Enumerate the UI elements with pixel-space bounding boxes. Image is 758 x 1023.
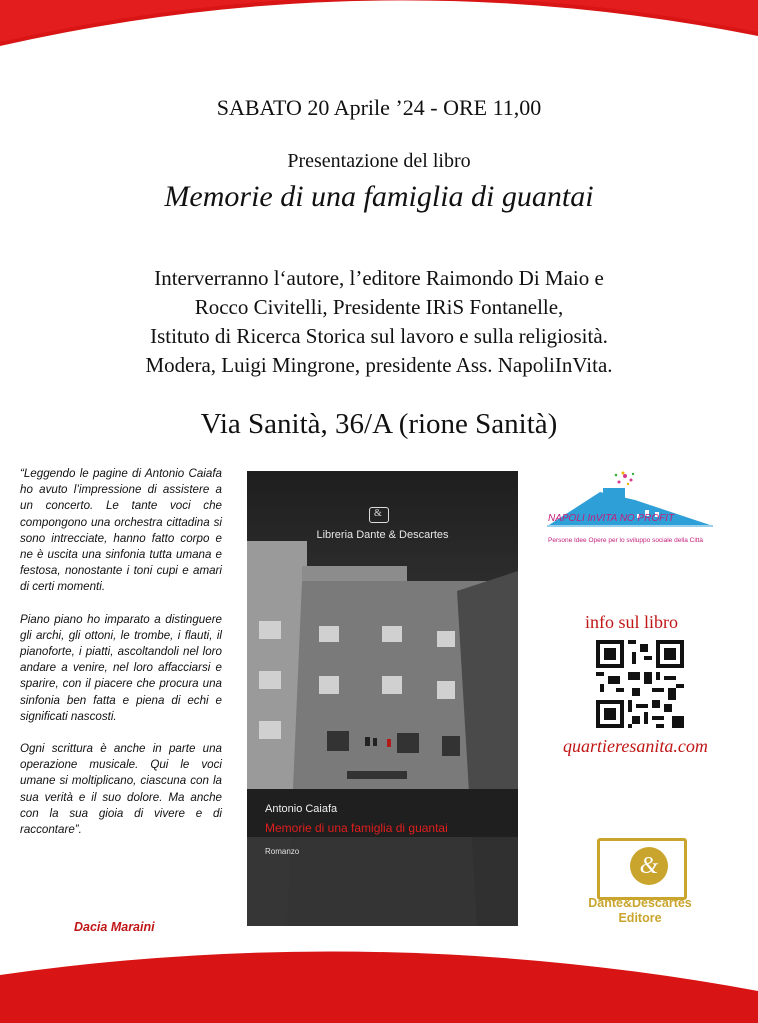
quote-paragraph: “Leggendo le pagine di Antonio Caiafa ho avuto l’impressione di assistere a un concerto. Le tante voci che compongono una orchestra cittadina si sono intrecciate, hanno fatto corpo e ne è uscita una sinfonia tutta umana e festosa, nonostante i toni cupi e amari di certi momenti. [20,467,222,594]
top-red-arc [0,0,758,75]
info-label: info sul libro [585,612,678,632]
quote-paragraph: Piano piano ho imparato a distinguere gli archi, gli ottoni, le trombe, i flauti, il pianoforte, i piatti, ascoltandoli nel loro andare a venire, nel loro affacciarsi e sparire, con il piacere che procura una sinfonia ben fatta e piena di echi e significati nascosti. [20,612,222,723]
event-date-time: SABATO 20 Aprile ’24 - ORE 11,00 [216,95,542,120]
book-cover-genre: Romanzo [265,847,300,856]
book-cover-image [247,471,518,926]
publisher-line: Dante&Descartes [588,896,692,910]
event-address: Via Sanità, 36/A (rione Sanità) [200,408,558,440]
book-cover-publisher: Libreria Dante & Descartes [316,529,449,541]
publisher-mark-icon: & [369,507,389,523]
dante-descartes-name [575,896,705,926]
book-cover-author: Antonio Caiafa [265,803,338,815]
quote-text [20,466,222,854]
website-link[interactable]: quartieresanita.com [563,736,708,756]
quote-paragraph: Ogni scrittura è anche in parte una operazione musicale. Qui le voci umane si moltiplicano, ciascuna con la sua verità e il suo dolore. Ma anche con la sua gioia di vivere e di raccontare”. [20,742,222,837]
publisher-line: Editore [618,911,662,925]
presentation-label: Presentazione del libro [287,150,471,172]
speakers-line: Interverranno l‘autore, l’editore Raimondo Di Maio e [154,266,604,290]
speakers-line: Modera, Luigi Mingrone, presidente Ass. NapoliInVita. [145,353,613,377]
speakers-block [0,264,758,380]
quote-author: Dacia Maraini [74,920,155,934]
book-title-heading: Memorie di una famiglia di guantai [164,180,594,213]
qr-code-icon[interactable] [596,640,684,728]
speakers-line: Rocco Civitelli, Presidente IRiS Fontanelle, [194,295,564,319]
ampersand-icon: & [630,847,668,885]
napoli-logo-name: NAPOLI InVITA NO PROFIT [548,513,675,524]
book-cover-title: Memorie di una famiglia di guantai [265,821,448,835]
bottom-red-arc [0,951,758,1023]
dante-descartes-logo [597,838,687,900]
napoli-logo-tagline: Persone Idee Opere per lo sviluppo sociale della Città [548,537,704,544]
speakers-line: Istituto di Ricerca Storica sul lavoro e sulla religiosità. [150,324,608,348]
